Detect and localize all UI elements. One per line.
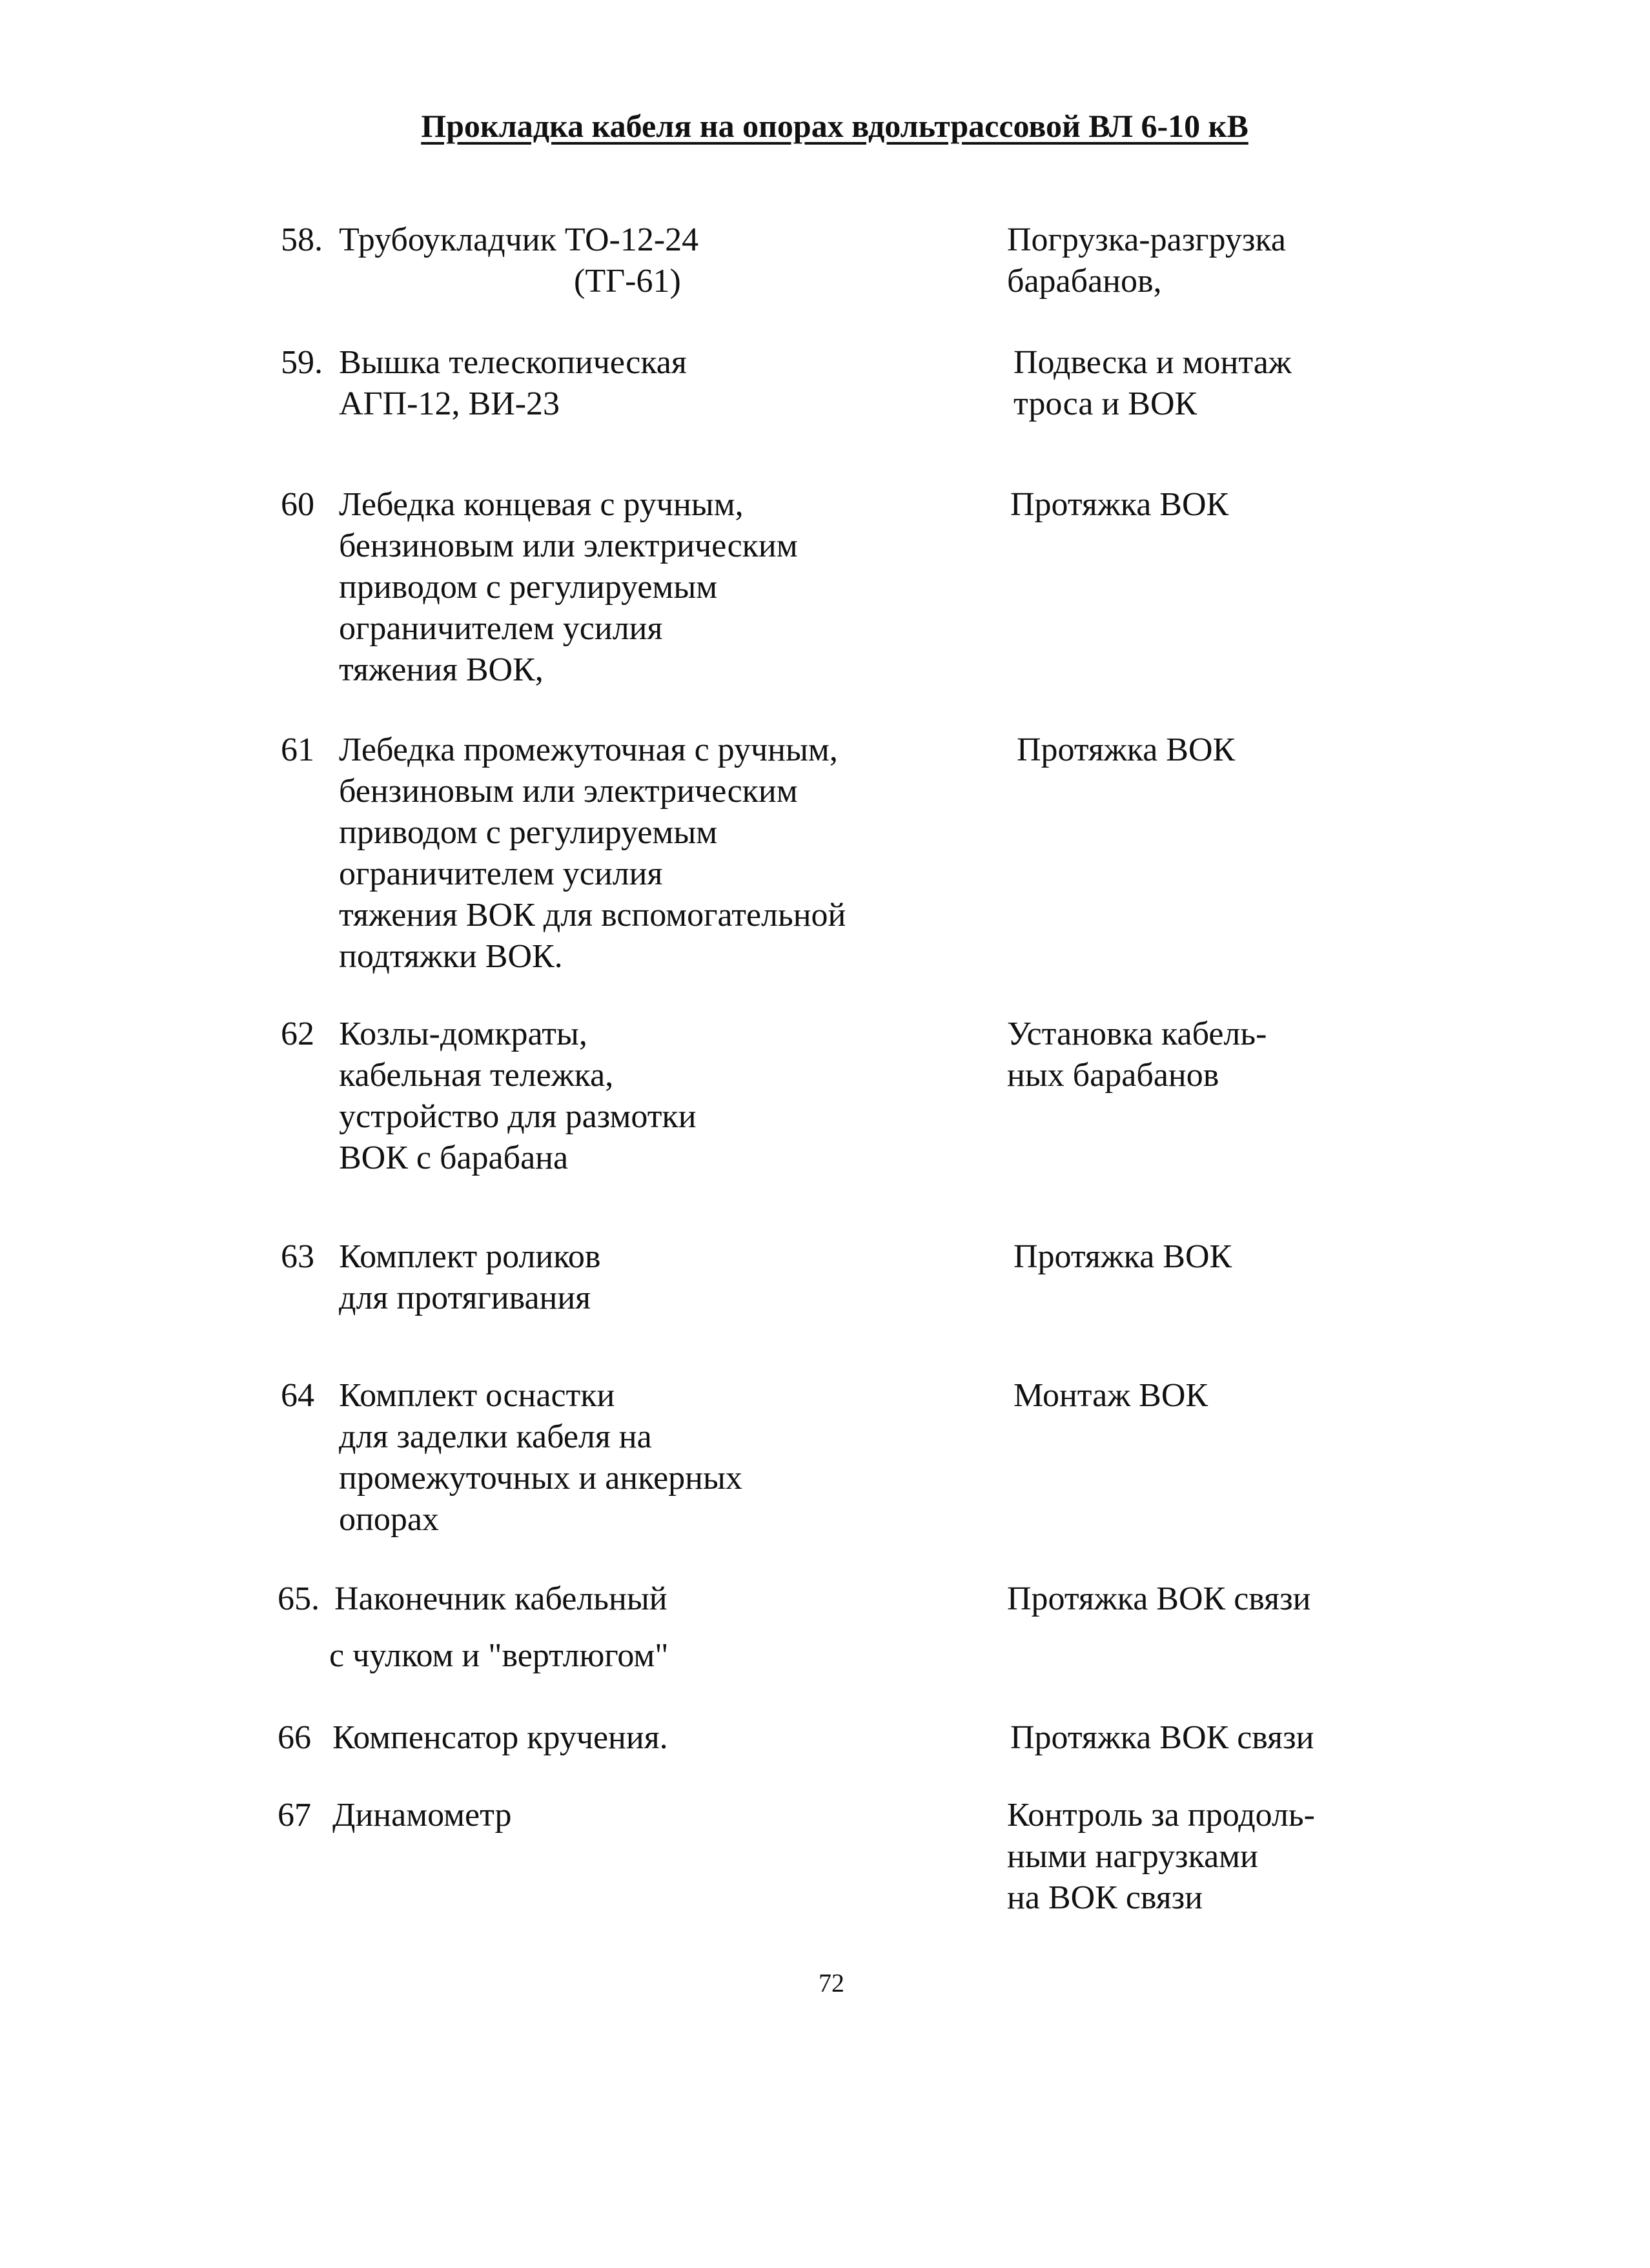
description-line: Козлы-домкраты, (339, 1016, 587, 1052)
description-line: Компенсатор кручения. (332, 1719, 668, 1756)
description-line: Лебедка концевая с ручным, (339, 486, 744, 523)
item-number: 60 (281, 486, 314, 523)
item-number: 59. (281, 344, 323, 381)
item-description (339, 730, 1081, 977)
purpose-line: Протяжка ВОК связи (1010, 1719, 1314, 1756)
purpose-line: ными нагрузками (1007, 1838, 1258, 1875)
item-description (329, 1578, 1077, 1677)
item-description (332, 1717, 1075, 1759)
item-number: 58. (281, 221, 323, 258)
description-line: Лебедка промежуточная с ручным, (339, 731, 838, 768)
description-line: АГП-12, ВИ-23 (339, 385, 560, 422)
purpose-line: Контроль за продоль- (1007, 1797, 1315, 1834)
purpose-line: барабанов, (1007, 263, 1162, 300)
item-description (339, 1236, 1081, 1319)
purpose-line: Протяжка ВОК (1017, 731, 1236, 768)
item-purpose (1007, 1795, 1459, 1919)
item-purpose (1017, 730, 1469, 771)
purpose-line: Погрузка-разгрузка (1007, 221, 1286, 258)
purpose-line: Монтаж ВОК (1013, 1377, 1208, 1414)
purpose-line: Подвеска и монтаж (1013, 344, 1292, 381)
item-number: 64 (281, 1377, 314, 1414)
description-line: промежуточных и анкерных (339, 1460, 742, 1497)
item-purpose (1013, 1236, 1465, 1278)
purpose-line: ных барабанов (1007, 1057, 1219, 1094)
item-number: 62 (281, 1016, 314, 1052)
description-line: бензиновым или электрическим (339, 527, 798, 564)
item-purpose (1007, 1578, 1459, 1620)
purpose-line: на ВОК связи (1007, 1879, 1203, 1916)
purpose-line: Установка кабель- (1007, 1016, 1267, 1052)
item-number: 63 (281, 1238, 314, 1275)
item-purpose (1013, 342, 1465, 425)
item-description (332, 1795, 1075, 1836)
page-title: Прокладка кабеля на опорах вдольтрассовой ВЛ 6-10 кВ (421, 108, 1248, 144)
item-description (339, 220, 1081, 302)
description-line: приводом с регулируемым (339, 814, 718, 851)
description-line: для заделки кабеля на (339, 1418, 652, 1455)
item-number: 66 (278, 1719, 311, 1756)
page-number: 72 (819, 1968, 844, 1997)
description-line: (ТГ-61) (574, 263, 681, 300)
description-line: тяжения ВОК, (339, 651, 544, 688)
description-line: кабельная тележка, (339, 1057, 614, 1094)
purpose-line: троса и ВОК (1013, 385, 1197, 422)
description-line: опорах (339, 1501, 439, 1538)
item-number: 61 (281, 731, 314, 768)
description-line: ограничителем усилия (339, 855, 663, 892)
item-purpose (1013, 1375, 1465, 1416)
description-line: тяжения ВОК для вспомогательной (339, 897, 846, 934)
item-purpose (1010, 1717, 1462, 1759)
description-line: Комплект оснастки (339, 1377, 615, 1414)
item-purpose (1007, 220, 1459, 302)
description-line: ограничителем усилия (339, 610, 663, 647)
item-description (339, 1014, 1081, 1179)
description-line: устройство для размотки (339, 1098, 697, 1135)
item-description (339, 342, 1081, 425)
description-line: бензиновым или электрическим (339, 773, 798, 810)
item-description (339, 1375, 1081, 1540)
description-line: с чулком и "вертлюгом" (329, 1637, 669, 1674)
item-purpose (1010, 484, 1462, 526)
purpose-line: Протяжка ВОК (1013, 1238, 1232, 1275)
purpose-line: Протяжка ВОК связи (1007, 1580, 1311, 1617)
description-line: приводом с регулируемым (339, 569, 718, 606)
description-line: Наконечник кабельный (334, 1580, 667, 1617)
item-number: 67 (278, 1797, 311, 1834)
description-line: Комплект роликов (339, 1238, 601, 1275)
item-description (339, 484, 1081, 691)
item-number: 65. (278, 1580, 320, 1617)
description-line: для протягивания (339, 1280, 591, 1316)
purpose-line: Протяжка ВОК (1010, 486, 1229, 523)
description-line: ВОК с барабана (339, 1139, 569, 1176)
description-line: Трубоукладчик ТО-12-24 (339, 221, 699, 258)
description-line: Динамометр (332, 1797, 512, 1834)
description-line: подтяжки ВОК. (339, 938, 563, 975)
item-purpose (1007, 1014, 1459, 1096)
description-line: Вышка телескопическая (339, 344, 687, 381)
